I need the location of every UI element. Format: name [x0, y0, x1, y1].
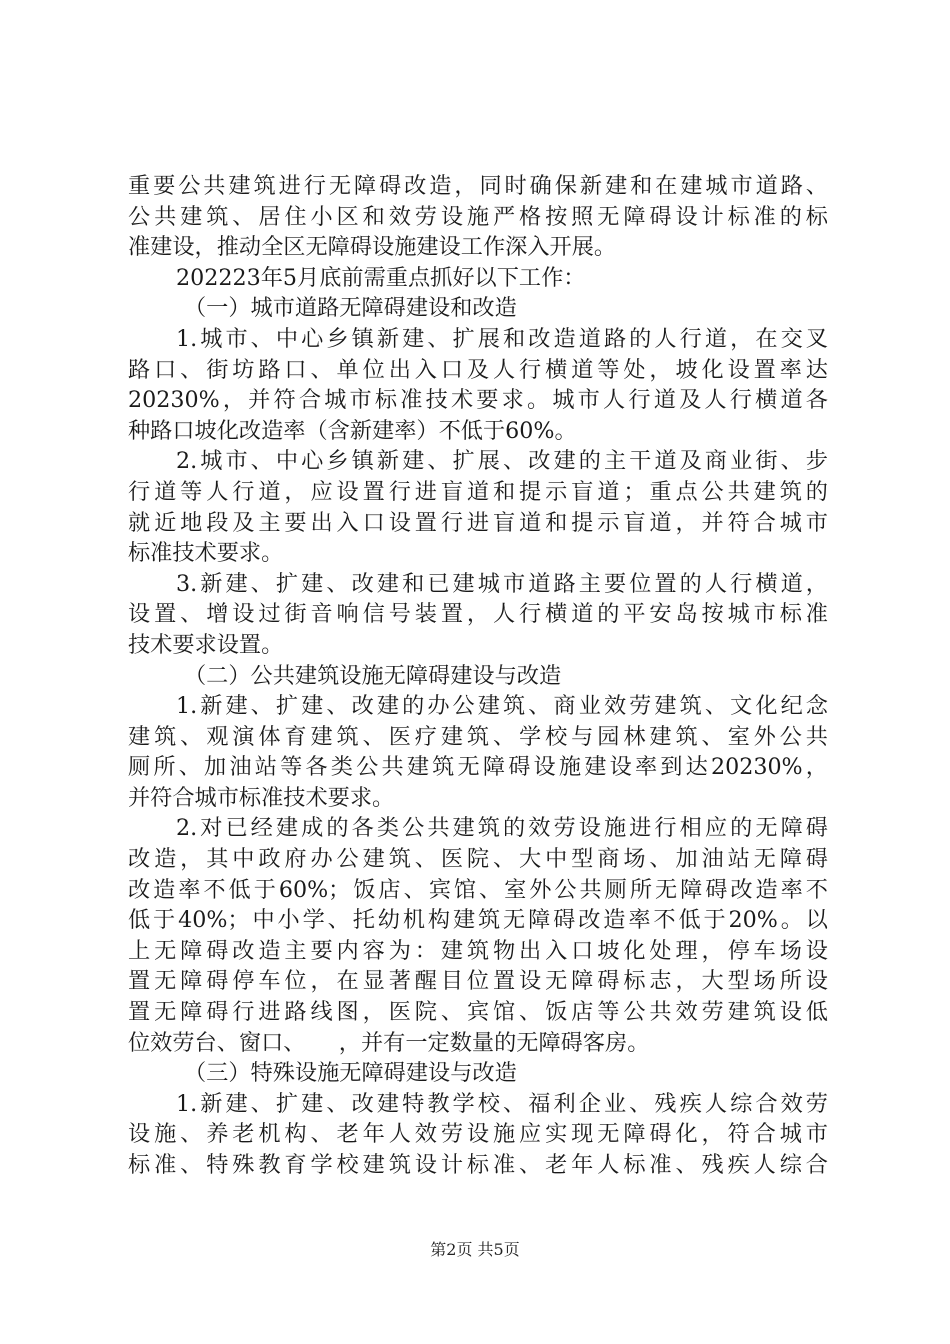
section-heading: （一）城市道路无障碍建设和改造 [184, 295, 517, 322]
document-body [128, 171, 828, 1181]
body-line: 就近地段及主要出入口设置行进盲道和提示盲道，并符合城市 [128, 509, 828, 536]
body-line: 上无障碍改造主要内容为：建筑物出入口坡化处理，停车场设 [128, 937, 828, 964]
body-line: 3.新建、扩建、改建和已建城市道路主要位置的人行横道， [176, 570, 828, 597]
body-line: 标准技术要求。 [128, 540, 284, 567]
body-line: 厕所、加油站等各类公共建筑无障碍设施建设率到达20230%， [128, 754, 828, 781]
body-line: 建筑、观演体育建筑、医疗建筑、学校与园林建筑、室外公共 [128, 723, 828, 750]
section-heading: （二）公共建筑设施无障碍建设与改造 [184, 662, 562, 689]
body-line: 置无障碍停车位，在显著醒目位置设无障碍标志，大型场所设 [128, 968, 828, 995]
body-line: 置无障碍行进路线图，医院、宾馆、饭店等公共效劳建筑设低 [128, 999, 828, 1026]
body-line: 设施、养老机构、老年人效劳设施应实现无障碍化，符合城市 [128, 1121, 828, 1148]
body-line: 1.新建、扩建、改建的办公建筑、商业效劳建筑、文化纪念 [176, 693, 828, 720]
body-line: 准建设，推动全区无障碍设施建设工作深入开展。 [128, 234, 617, 261]
body-line: 公共建筑、居住小区和效劳设施严格按照无障碍设计标准的标 [128, 203, 828, 230]
body-line: 低于40%；中小学、托幼机构建筑无障碍改造率不低于20%。以 [128, 907, 828, 934]
body-line: 1.城市、中心乡镇新建、扩展和改造道路的人行道，在交叉 [176, 325, 828, 352]
body-line: 路口、街坊路口、单位出入口及人行横道等处，坡化设置率达 [128, 356, 828, 383]
body-line: 标准、特殊教育学校建筑设计标准、老年人标准、残疾人综合 [128, 1152, 828, 1178]
body-line: 技术要求设置。 [128, 631, 284, 658]
section-heading: （三）特殊设施无障碍建设与改造 [184, 1060, 517, 1087]
body-line: 设置、增设过街音响信号装置，人行横道的平安岛按城市标准 [128, 601, 828, 628]
body-line: 改造率不低于60%；饭店、宾馆、室外公共厕所无障碍改造率不 [128, 876, 828, 903]
body-line: 位效劳台、窗口、 ，并有一定数量的无障碍客房。 [128, 1029, 650, 1056]
body-line: 1.新建、扩建、改建特教学校、福利企业、残疾人综合效劳 [176, 1090, 828, 1117]
body-line: 并符合城市标准技术要求。 [128, 784, 395, 811]
body-line: 行道等人行道，应设置行进盲道和提示盲道；重点公共建筑的 [128, 478, 828, 505]
body-line: 重要公共建筑进行无障碍改造，同时确保新建和在建城市道路、 [128, 173, 828, 199]
body-line: 202223年5月底前需重点抓好以下工作： [176, 264, 586, 291]
body-line: 种路口坡化改造率（含新建率）不低于60%。 [128, 417, 577, 444]
body-line: 2.对已经建成的各类公共建筑的效劳设施进行相应的无障碍 [176, 815, 828, 842]
body-line: 2.城市、中心乡镇新建、扩展、改建的主干道及商业街、步 [176, 448, 828, 475]
page-number-footer: 第2页 共5页 [430, 1240, 520, 1259]
body-line: 改造，其中政府办公建筑、医院、大中型商场、加油站无障碍 [128, 846, 828, 873]
body-line: 20230%，并符合城市标准技术要求。城市人行道及人行横道各 [128, 387, 828, 414]
